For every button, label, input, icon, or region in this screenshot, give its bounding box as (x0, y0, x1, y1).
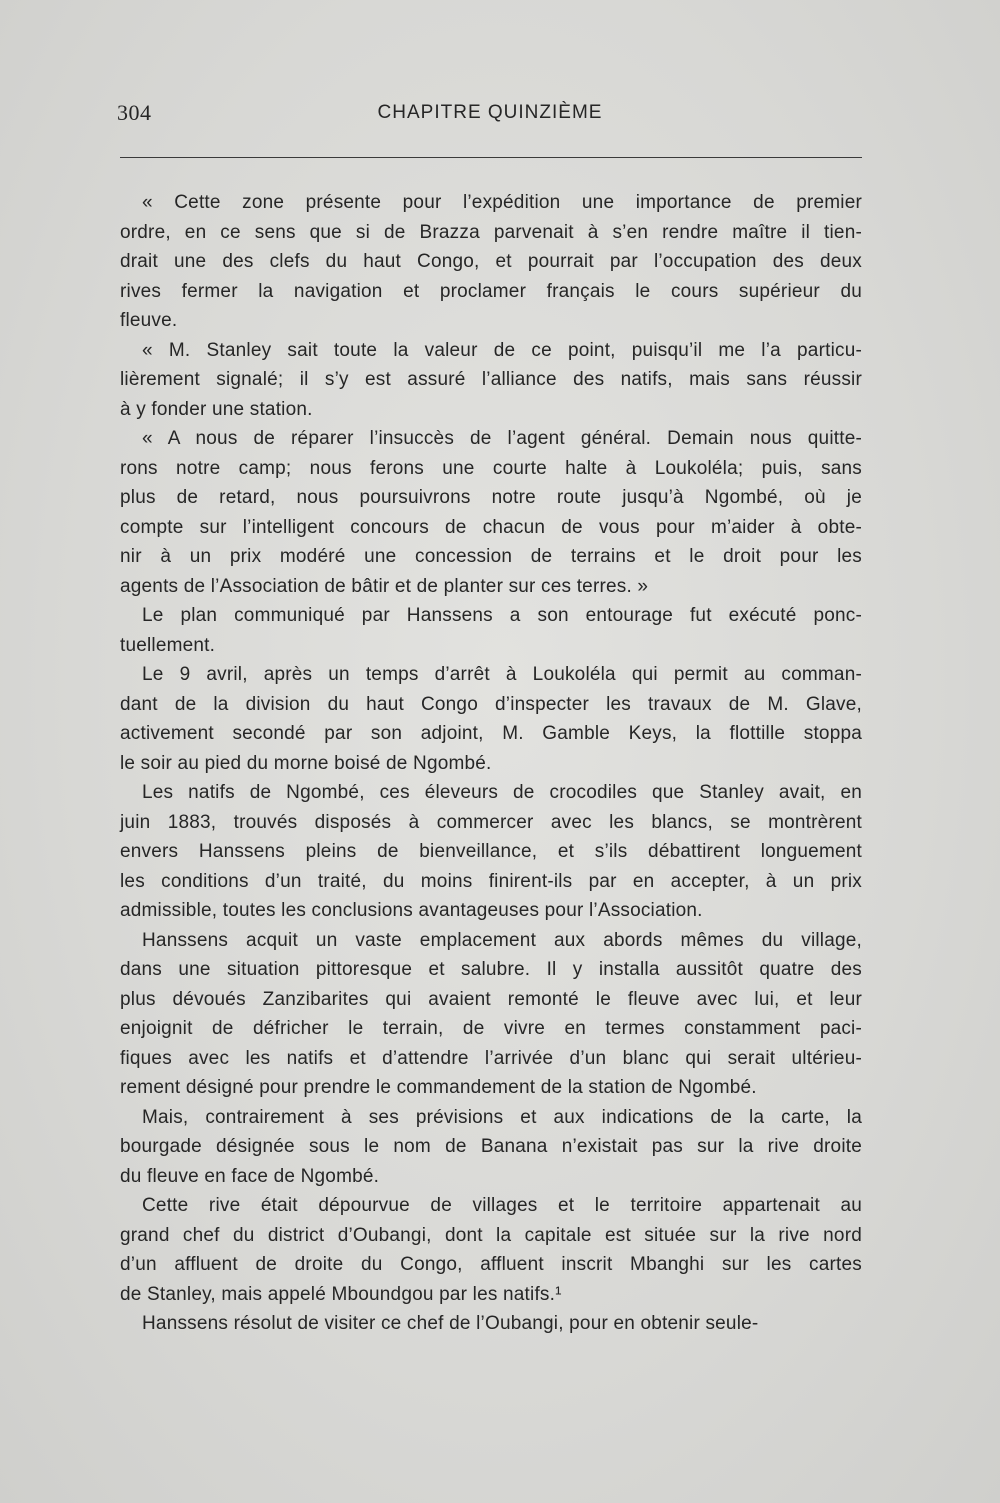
text-line: compte sur l’intelligent concours de chacun de vous pour m’aider à obte- (120, 516, 862, 538)
text-line: lièrement signalé; il s’y est assuré l’alliance des natifs, mais sans réussir (120, 369, 862, 390)
header-rule (120, 157, 862, 158)
text-line: fleuve. (120, 310, 178, 331)
text-line: dans une situation pittoresque et salubre. Il y installa aussitôt quatre des (120, 959, 862, 980)
text-line: rement désigné pour prendre le commandement de la station de Ngombé. (120, 1077, 757, 1098)
paragraph (120, 1191, 862, 1309)
body-text (120, 188, 862, 1339)
paragraph (120, 188, 862, 336)
paragraph (120, 778, 862, 926)
text-line: agents de l’Association de bâtir et de planter sur ces terres. » (120, 575, 649, 597)
text-line: « Cette zone présente pour l’expédition une importance de premier (142, 192, 862, 213)
text-line: envers Hanssens pleins de bienveillance, et s’ils débattirent longuement (120, 841, 862, 862)
text-line: Le 9 avril, après un temps d’arrêt à Loukoléla qui permit au comman- (142, 664, 862, 685)
text-line: grand chef du district d’Oubangi, dont la capitale est située sur la rive nord (120, 1224, 862, 1246)
text-line: du fleuve en face de Ngombé. (120, 1165, 380, 1187)
text-line: admissible, toutes les conclusions avantageuses pour l’Association. (120, 900, 703, 921)
text-line: les conditions d’un traité, du moins finirent-ils par en accepter, à un prix (120, 870, 862, 892)
text-line: enjoignit de défricher le terrain, de vivre en termes constamment paci- (120, 1018, 862, 1039)
text-line: « M. Stanley sait toute la valeur de ce point, puisqu’il me l’a particu- (142, 339, 862, 361)
text-line: drait une des clefs du haut Congo, et pourrait par l’occupation des deux (120, 251, 862, 272)
text-line: Cette rive était dépourvue de villages et le territoire appartenait au (142, 1195, 862, 1216)
text-line: plus dévoués Zanzibarites qui avaient remonté le fleuve avec lui, et leur (120, 988, 862, 1010)
text-line: activement secondé par son adjoint, M. Gamble Keys, la flottille stoppa (120, 723, 862, 744)
text-line: Hanssens acquit un vaste emplacement aux abords mêmes du village, (142, 929, 862, 951)
page-header (117, 100, 863, 134)
text-line: plus de retard, nous poursuivrons notre route jusqu’à Ngombé, où je (120, 487, 862, 508)
text-line: bourgade désignée sous le nom de Banana n’existait pas sur la rive droite (120, 1136, 862, 1157)
text-line: le soir au pied du morne boisé de Ngombé. (120, 752, 492, 774)
text-line: nir à un prix modéré une concession de terrains et le droit pour les (120, 546, 862, 567)
text-line: tuellement. (120, 634, 216, 656)
paragraph (120, 424, 862, 601)
text-line: d’un affluent de droite du Congo, affluent inscrit Mbanghi sur les cartes (120, 1254, 862, 1275)
paragraph (120, 660, 862, 778)
text-line: « A nous de réparer l’insuccès de l’agent général. Demain nous quitte- (142, 428, 862, 449)
text-line: juin 1883, trouvés disposés à commercer avec les blancs, se montrèrent (120, 811, 862, 833)
paragraph (120, 336, 862, 425)
paragraph (120, 601, 862, 660)
paragraph (120, 1309, 862, 1339)
running-head: CHAPITRE QUINZIÈME (377, 102, 603, 123)
text-line: Hanssens résolut de visiter ce chef de l’Oubangi, pour en obtenir seule- (142, 1313, 759, 1334)
text-line: Mais, contrairement à ses prévisions et aux indications de la carte, la (142, 1106, 862, 1128)
paragraph (120, 1103, 862, 1192)
text-line: Les natifs de Ngombé, ces éleveurs de crocodiles que Stanley avait, en (142, 782, 862, 803)
text-line: ordre, en ce sens que si de Brazza parvenait à s’en rendre maître il tien- (120, 221, 862, 243)
text-line: Le plan communiqué par Hanssens a son entourage fut exécuté ponc- (142, 605, 862, 626)
text-line: rons notre camp; nous ferons une courte halte à Loukoléla; puis, sans (120, 457, 862, 479)
text-line: à y fonder une station. (120, 398, 313, 420)
paragraph (120, 926, 862, 1103)
text-line: rives fermer la navigation et proclamer français le cours supérieur du (120, 280, 862, 302)
text-line: dant de la division du haut Congo d’inspecter les travaux de M. Glave, (120, 693, 862, 715)
text-line: fiques avec les natifs et d’attendre l’arrivée d’un blanc qui serait ultérieu- (120, 1047, 862, 1069)
page-number: 304 (117, 100, 152, 125)
text-line: de Stanley, mais appelé Mboundgou par les natifs.¹ (120, 1283, 562, 1305)
